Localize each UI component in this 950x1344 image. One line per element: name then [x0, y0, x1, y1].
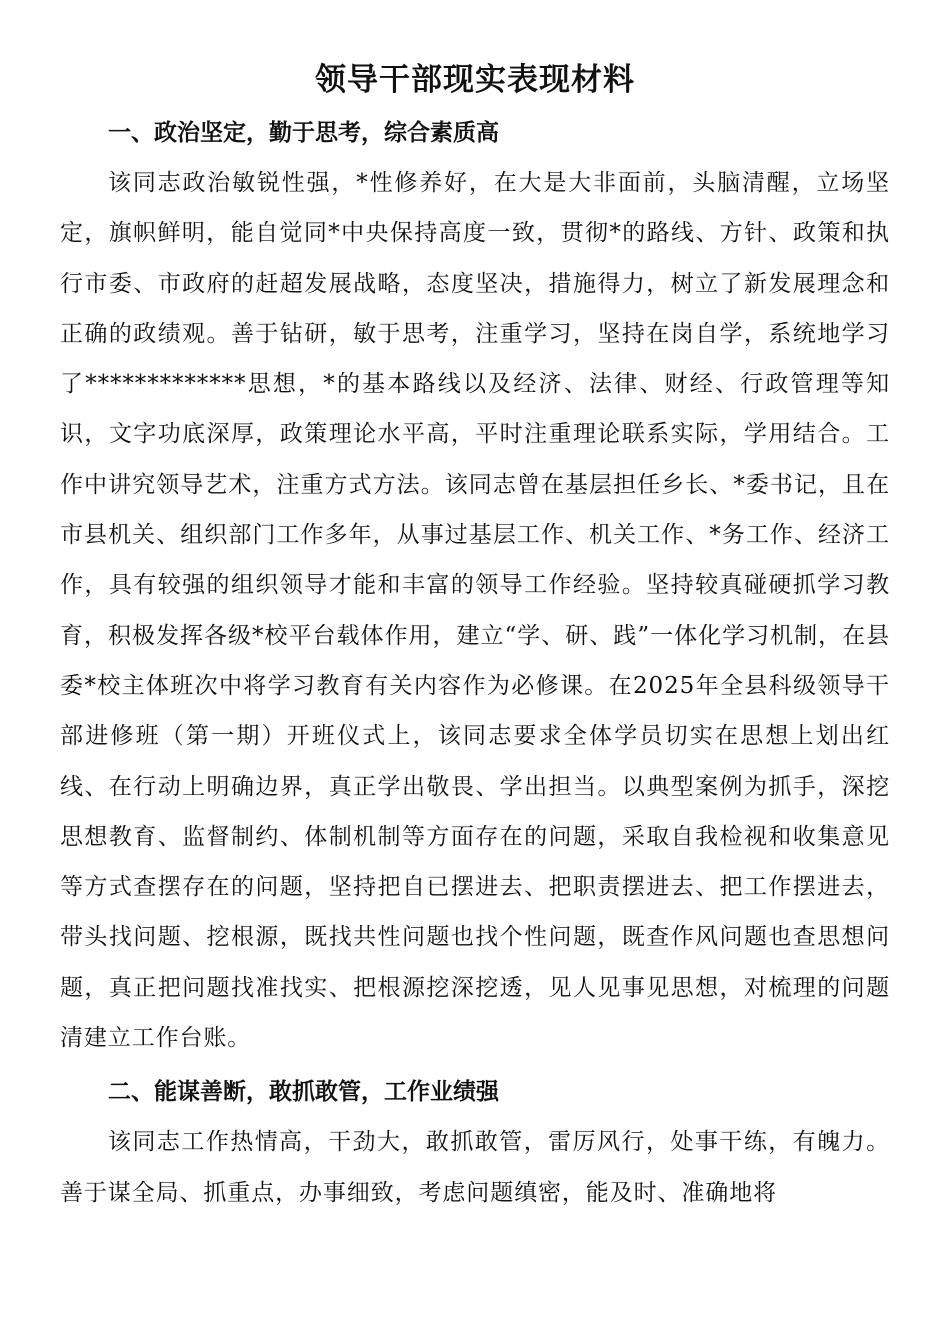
section-paragraph-1: 该同志政治敏锐性强，*性修养好，在大是大非面前，头脑清醒，立场坚定，旗帜鲜明，能自觉同*中央保持高度一致，贯彻*的路线、方针、政策和执行市委、市政府的赶超发展战略，态度坚决，措施得力，树立了新发展理念和正确的政绩观。善于钻研，敏于思考，注重学习，坚持在岗自学，系统地学习了*************思想，*的基本路线以及经济、法律、财经、行政管理等知识，文字功底深厚，政策理论水平高，平时注重理论联系实际，学用结合。工作中讲究领导艺术，注重方式方法。该同志曾在基层担任乡长、*委书记，且在市县机关、组织部门工作多年，从事过基层工作、机关工作、*务工作、经济工作，具有较强的组织领导才能和丰富的领导工作经验。坚持较真碰硬抓学习教育，积极发挥各级*校平台载体作用，建立“学、研、践”一体化学习机制，在县委*校主体班次中将学习教育有关内容作为必修课。在2025年全县科级领导干部进修班（第一期）开班仪式上，该同志要求全体学员切实在思想上划出红线、在行动上明确边界，真正学出敬畏、学出担当。以典型案例为抓手，深挖思想教育、监督制约、体制机制等方面存在的问题，采取自我检视和收集意见等方式查摆存在的问题，坚持把自已摆进去、把职责摆进去、把工作摆进去，带头找问题、挖根源，既找共性问题也找个性问题，既查作风问题也查思想问题，真正把问题找准找实、把根源挖深挖透，见人见事见思想，对梳理的问题清建立工作台账。 [60, 170, 890, 1052]
section-paragraph-2: 该同志工作热情高，干劲大，敢抓敢管，雷厉风行，处事干练，有魄力。善于谋全局、抓重点，办事细致，考虑问题缜密，能及时、准确地将 [60, 1129, 890, 1206]
document-title: 领导干部现实表现材料 [315, 62, 635, 98]
document-page [60, 52, 890, 1218]
section-heading-1: 一、政治坚定，勤于思考，综合素质高 [108, 120, 499, 146]
section-heading-2: 二、能谋善断，敢抓敢管，工作业绩强 [108, 1079, 499, 1106]
